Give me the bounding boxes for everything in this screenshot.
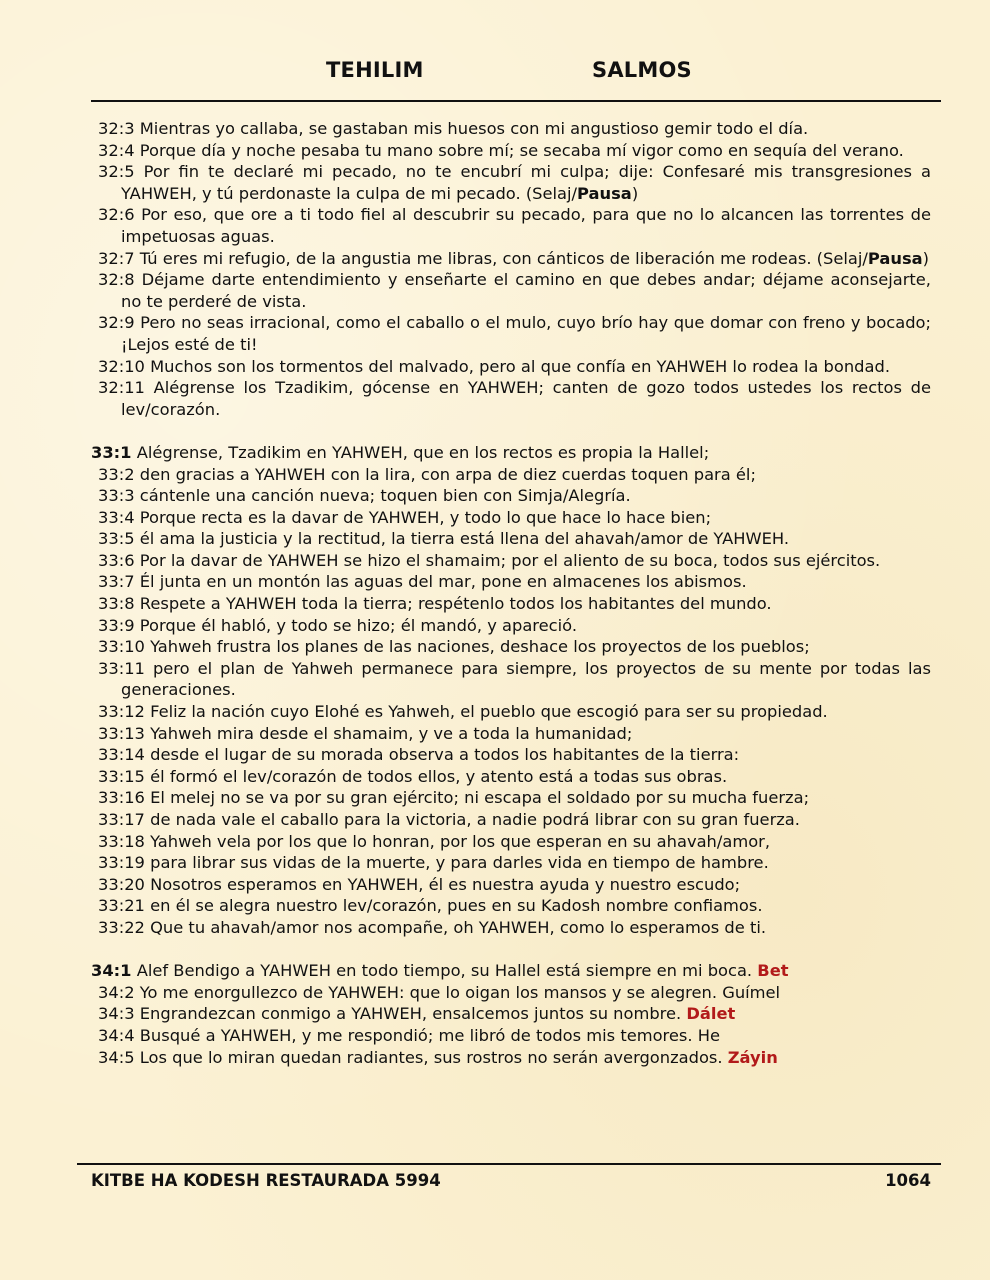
verse-ref: 32:8 [98, 270, 135, 290]
verse-text: den gracias a YAHWEH con la lira, con arpa de diez cuerdas toquen para él; [139, 464, 756, 484]
verse [91, 852, 931, 874]
verse-text: Mientras yo callaba, se gastaban mis huesos con mi angustioso gemir todo el día. [139, 119, 809, 138]
verse-text: en él se alegra nuestro lev/corazón, pues en su Kadosh nombre confiamos. [150, 896, 763, 916]
verse-ref: 33:14 [98, 745, 145, 765]
verse-ref: 32:11 [98, 378, 145, 398]
verse-text: Porque él habló, y todo se hizo; él mandó, y apareció. [139, 615, 577, 635]
verse-emphasis: Pausa [577, 183, 632, 203]
hebrew-letter-marker: Dálet [686, 1004, 736, 1024]
verse [91, 464, 931, 486]
verse-text: Los que lo miran quedan radiantes, sus rostros no serán avergonzados. [139, 1047, 728, 1067]
verse [91, 917, 931, 939]
verse-ref: 32:10 [98, 356, 145, 376]
verse [91, 874, 931, 896]
verse-text: de nada vale el caballo para la victoria, a nadie podrá librar con su gran fuerza. [150, 810, 800, 829]
verse-list [91, 118, 931, 1068]
verse-ref: 33:10 [98, 637, 145, 657]
verse-text: Nosotros esperamos en YAHWEH, él es nuestra ayuda y nuestro escudo; [150, 874, 741, 894]
verse-text: él formó el lev/corazón de todos ellos, y atento está a todas sus obras. [150, 766, 728, 786]
verse-ref: 33:6 [98, 550, 135, 570]
header-title-hebrew: TEHILIM [326, 58, 424, 82]
verse [91, 550, 931, 572]
verse [91, 658, 931, 701]
verse-text: Porque día y noche pesaba tu mano sobre mí; se secaba mí vigor como en sequía del verano. [139, 140, 904, 160]
verse [91, 960, 931, 982]
verse-text: Yo me enorgullezco de YAHWEH: que lo oigan los mansos y se alegren. Guímel [139, 982, 781, 1002]
verse-ref: 33:3 [98, 486, 135, 506]
verse [91, 701, 931, 723]
verse-text: Muchos son los tormentos del malvado, pero al que confía en YAHWEH lo rodea la bondad. [150, 356, 890, 376]
verse-text: Déjame darte entendimiento y enseñarte el camino en que debes andar; déjame aconsejarte, no te perderé de vista. [121, 270, 931, 311]
verse-text-tail: ) [631, 183, 639, 203]
verse [91, 1047, 931, 1069]
verse [91, 787, 931, 809]
verse [91, 982, 931, 1004]
verse [91, 269, 931, 312]
verse-text: Alégrense los Tzadikim, gócense en YAHWEH; canten de gozo todos ustedes los rectos de lev/corazón. [121, 378, 931, 419]
verse-ref: 34:1 [91, 961, 132, 981]
verse [91, 766, 931, 788]
verse-text: Feliz la nación cuyo Elohé es Yahweh, el pueblo que escogió para ser su propiedad. [150, 702, 828, 722]
verse [91, 1003, 931, 1025]
verse-text: él ama la justicia y la rectitud, la tierra está llena del ahavah/amor de YAHWEH. [139, 529, 790, 549]
page-number: 1064 [885, 1171, 931, 1190]
verse-text: Busqué a YAHWEH, y me respondió; me libró de todos mis temores. He [139, 1025, 720, 1045]
verse [91, 356, 931, 378]
verse [91, 809, 931, 831]
verse-ref: 33:15 [98, 766, 145, 786]
verse-ref: 33:8 [98, 594, 135, 614]
verse-text: Engrandezcan conmigo a YAHWEH, ensalcemos juntos su nombre. [139, 1004, 687, 1024]
verse [91, 831, 931, 853]
verse-ref: 34:2 [98, 982, 135, 1002]
verse [91, 377, 931, 420]
verse-ref: 34:5 [98, 1047, 135, 1067]
verse [91, 1025, 931, 1047]
verse-text: Que tu ahavah/amor nos acompañe, oh YAHWEH, como lo esperamos de ti. [150, 917, 767, 937]
verse-text: Pero no seas irracional, como el caballo o el mulo, cuyo brío hay que domar con freno y bocado; ¡Lejos esté de ti! [121, 313, 931, 354]
verse [91, 895, 931, 917]
verse-text: Yahweh vela por los que lo honran, por los que esperan en su ahavah/amor, [150, 831, 771, 851]
verse-text: Respete a YAHWEH toda la tierra; respétenlo todos los habitantes del mundo. [139, 594, 772, 614]
verse [91, 723, 931, 745]
verse-text: Tú eres mi refugio, de la angustia me libras, con cánticos de liberación me rodeas. (Selaj/ [139, 248, 868, 268]
verse-ref: 33:22 [98, 917, 145, 937]
verse [91, 744, 931, 766]
verse [91, 615, 931, 637]
footer-title: KITBE HA KODESH RESTAURADA 5994 [91, 1171, 441, 1190]
verse-text: Yahweh mira desde el shamaim, y ve a toda la humanidad; [150, 723, 633, 743]
verse [91, 312, 931, 355]
verse-ref: 33:16 [98, 788, 145, 808]
verse-text: Alef Bendigo a YAHWEH en todo tiempo, su Hallel está siempre en mi boca. [136, 961, 758, 981]
verse-ref: 33:21 [98, 896, 145, 916]
verse-ref: 33:20 [98, 874, 145, 894]
verse-ref: 33:17 [98, 810, 145, 829]
verse-ref: 33:11 [98, 658, 145, 678]
verse-ref: 33:12 [98, 702, 145, 722]
section-gap [91, 939, 931, 961]
verse-ref: 33:1 [91, 442, 132, 462]
verse [91, 528, 931, 550]
verse-ref: 32:6 [98, 205, 135, 225]
verse-text: para librar sus vidas de la muerte, y para darles vida en tiempo de hambre. [150, 853, 769, 873]
verse-text: cántenle una canción nueva; toquen bien con Simja/Alegría. [139, 486, 631, 506]
verse-text: Yahweh frustra los planes de las naciones, deshace los proyectos de los pueblos; [150, 637, 810, 657]
verse-emphasis: Pausa [867, 248, 923, 268]
footer-rule [77, 1163, 941, 1165]
verse-ref: 32:9 [98, 313, 135, 333]
verse [91, 593, 931, 615]
verse [91, 571, 931, 593]
verse-ref: 34:4 [98, 1025, 135, 1045]
verse [91, 140, 931, 162]
verse-ref: 33:18 [98, 831, 145, 851]
verse-ref: 33:4 [98, 507, 135, 527]
verse [91, 442, 931, 464]
page-header [0, 58, 990, 88]
verse [91, 161, 931, 204]
verse-ref: 32:4 [98, 140, 135, 160]
verse [91, 485, 931, 507]
verse-ref: 33:5 [98, 529, 135, 549]
hebrew-letter-marker: Záyin [727, 1047, 778, 1067]
verse-ref: 33:9 [98, 615, 135, 635]
verse-ref: 33:13 [98, 723, 145, 743]
verse-text-tail: ) [922, 248, 930, 268]
verse [91, 204, 931, 247]
verse [91, 118, 931, 140]
verse-text: Porque recta es la davar de YAHWEH, y todo lo que hace lo hace bien; [139, 507, 712, 527]
hebrew-letter-marker: Bet [757, 961, 789, 981]
verse-ref: 34:3 [98, 1004, 135, 1024]
verse-ref: 32:3 [98, 119, 135, 138]
verse-ref: 33:19 [98, 853, 145, 873]
header-rule [91, 100, 941, 102]
verse-text: Por fin te declaré mi pecado, no te encubrí mi culpa; dije: Confesaré mis transgresiones a YAHWEH, y tú perdonaste la culpa de mi pecado. (Selaj/ [121, 162, 931, 203]
header-title-spanish: SALMOS [592, 58, 692, 82]
section-gap [91, 420, 931, 442]
verse-text: Por la davar de YAHWEH se hizo el shamaim; por el aliento de su boca, todos sus ejércitos. [139, 550, 881, 570]
verse-ref: 33:2 [98, 464, 135, 484]
verse-text: pero el plan de Yahweh permanece para siempre, los proyectos de su mente por todas las generaciones. [121, 658, 931, 700]
verse-text: Él junta en un montón las aguas del mar, pone en almacenes los abismos. [139, 572, 747, 592]
verse-text: El melej no se va por su gran ejército; ni escapa el soldado por su mucha fuerza; [150, 788, 810, 808]
verse-ref: 32:7 [98, 248, 135, 268]
verse-ref: 32:5 [98, 162, 135, 182]
verse-text: Alégrense, Tzadikim en YAHWEH, que en los rectos es propia la Hallel; [136, 442, 710, 462]
verse [91, 636, 931, 658]
verse [91, 507, 931, 529]
verse-text: desde el lugar de su morada observa a todos los habitantes de la tierra: [150, 745, 740, 765]
verse-text: Por eso, que ore a ti todo fiel al descubrir su pecado, para que no lo alcancen las torrentes de impetuosas aguas. [121, 205, 931, 246]
verse [91, 248, 931, 270]
verse-ref: 33:7 [98, 572, 135, 592]
